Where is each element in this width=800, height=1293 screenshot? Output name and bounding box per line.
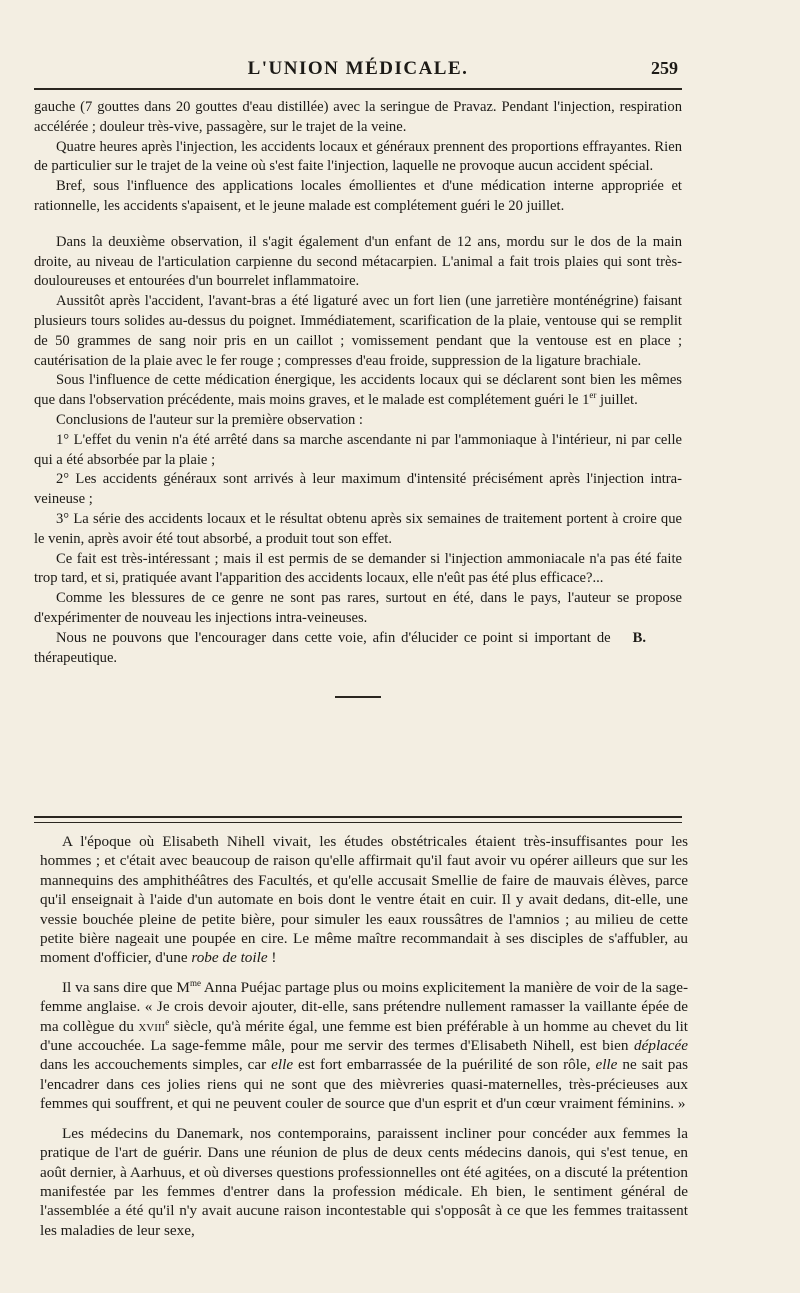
paragraph: Bref, sous l'influence des applications locales émollientes et d'une médication interne appropriée et rationnelle, les accidents s'apaisent, et le jeune malade est complétement guéri le 20 juillet.	[34, 178, 682, 214]
paragraph	[40, 978, 688, 1114]
paragraph: Comme les blessures de ce genre ne sont pas rares, surtout en été, dans le pays, l'auteur se propose d'expérimenter de nouveau les injections intra-veineuses.	[34, 590, 682, 626]
section-divider	[335, 696, 381, 698]
superscript: e	[165, 1016, 170, 1027]
text-run: juillet.	[596, 392, 638, 409]
paragraph	[40, 832, 688, 968]
text-run: Nous ne pouvons que l'encourager dans cette voie, afin d'élucider ce point si important de thérapeutique.	[34, 629, 611, 666]
running-head	[34, 58, 682, 84]
text-run: dans les accouchements simples, car	[40, 1056, 272, 1074]
paragraph: Les médecins du Danemark, nos contemporains, paraissent incliner pour concéder aux femmes la pratique de l'art de guérir. Dans une réunion de plus de deux cents médecins danois, qui s'est tenue, en août dernier, à Aarhuus, et où diverses questions professionnelles ont été agitées, on a discuté la prétention manifestée par les femmes d'entrer dans la profession médicale. Eh bien, le sentiment général de l'assemblée a été qu'il n'y avait aucune raison incontestable qui s'opposât à ce que les femmes traitassent les maladies de leur sexe,	[40, 1124, 688, 1239]
feuilleton-body	[40, 832, 688, 1240]
header-rule	[34, 88, 682, 90]
paragraph: Conclusions de l'auteur sur la première observation :	[56, 411, 363, 428]
superscript: me	[189, 977, 201, 988]
paragraph: Quatre heures après l'injection, les accidents locaux et généraux prennent des proportions effrayantes. Rien de particulier sur le trajet de la veine où s'est faite l'injection, laquelle ne provoque aucun accident spécial.	[34, 138, 682, 175]
feuilleton-rule	[34, 816, 682, 823]
text-run: ne sait pas l'encadrer dans ces jolies riens qui ne sont que des mièvreries quasi-maternelles, très-précieuses aux femmes qui souffrent, et qui ne peuvent couler de source que d'un esprit et d'un cœur vraiment féminins. »	[40, 1056, 689, 1113]
conclusion-item: 2° Les accidents généraux sont arrivés à leur maximum d'intensité précisément après l'injection intra-veineuse ;	[34, 471, 682, 508]
superscript: er	[589, 390, 597, 401]
conclusion-item: 1° L'effet du venin n'a été arrêté dans sa marche ascendante ni par l'ammoniaque à l'intérieur, ni par celle qui a été absorbée par la plaie ;	[34, 431, 682, 468]
paragraph: Ce fait est très-intéressant ; mais il est permis de se demander si l'injection ammoniacale n'a pas été faite trop tard, et si, pratiquée avant l'apparition des accidents locaux, elle n'eût pas été plus efficace?...	[34, 550, 682, 587]
paragraph: gauche (7 gouttes dans 20 gouttes d'eau distillée) avec la seringue de Pravaz. Pendant l'injection, respiration accélérée ; douleur très-vive, passagère, sur le trajet de la veine.	[34, 99, 682, 135]
page-number: 259	[651, 58, 678, 78]
paragraph	[34, 629, 682, 669]
text-run: siècle, qu'à mérite égal, une femme est bien préférable à un homme au chevet du lit d'une accouchée. La sage-femme mâle, pour me servir des termes d'Elisabeth Nihell, est bien	[40, 1017, 689, 1055]
emphasis: robe de toile	[191, 949, 268, 967]
emphasis: elle	[595, 1056, 618, 1074]
article-body	[34, 98, 682, 698]
paragraph	[34, 371, 682, 411]
journal-title: L'UNION MÉDICALE.	[247, 58, 469, 79]
signature: B.	[632, 629, 646, 646]
text-run: !	[267, 949, 277, 967]
conclusion-item: 3° La série des accidents locaux et le résultat obtenu après six semaines de traitement portent à croire que le venin, après avoir été tout absorbé, a produit tout son effet.	[34, 510, 682, 547]
paragraph: Aussitôt après l'accident, l'avant-bras a été ligaturé avec un fort lien (une jarretière monténégrine) faisant plusieurs tours solides au-dessus du poignet. Immédiatement, scarification de la plaie, ventouse qui se remplit de 50 grammes de sang noir pris en un caillot ; vomissement pendant que la ventouse est en place ; cautérisation de la plaie avec le fer rouge ; compresses d'eau froide, suppression de la ligature brachiale.	[34, 293, 682, 369]
emphasis: elle	[271, 1056, 294, 1074]
text-run: Sous l'influence de cette médication énergique, les accidents locaux qui se déclarent sont bien les mêmes que dans l'observation précédente, mais moins graves, et le malade est complétement guéri le 1	[34, 372, 682, 409]
text-run: A l'époque où Elisabeth Nihell vivait, les études obstétricales étaient très-insuffisantes pour les hommes ; et c'était avec beaucoup de raison qu'elle affirmait qu'il faut avoir vu opérer ailleurs que sur les mannequins des amphithéâtres des Facultés, et qu'elle accusait Smellie de faire de mauvais élèves, parce qu'il enseignait à l'aide d'un automate en bois dont le ventre était en cuir. Il y avait dedans, dit-elle, une vessie bouchée pleine de petite bière, pour simuler les eaux roussâtres de l'amnios ; au milieu de cette petite bière nageait une poupée en cire. Le même maître recommandait à ses disciples de s'affubler, au moment d'officier, d'une	[40, 833, 688, 967]
emphasis: déplacée	[634, 1037, 688, 1055]
century-numeral: xviii	[138, 1017, 166, 1035]
text-run: est fort embarrassée de la puérilité de son rôle,	[293, 1056, 596, 1074]
text-run: Anna Puéjac partage plus ou moins explicitement la manière de voir de la sage-femme anglaise. « Je crois devoir ajouter, dit-elle, sans prétendre nullement ramasser la vaillante épée de ma collègue du	[40, 978, 688, 1035]
paragraph: Dans la deuxième observation, il s'agit également d'un enfant de 12 ans, mordu sur le dos de la main droite, au niveau de l'articulation carpienne du second métacarpien. L'animal a fait trois plaies qui sont très-douloureuses et entourées d'un bourrelet inflammatoire.	[34, 233, 682, 290]
text-run: Il va sans dire que M	[62, 978, 190, 996]
